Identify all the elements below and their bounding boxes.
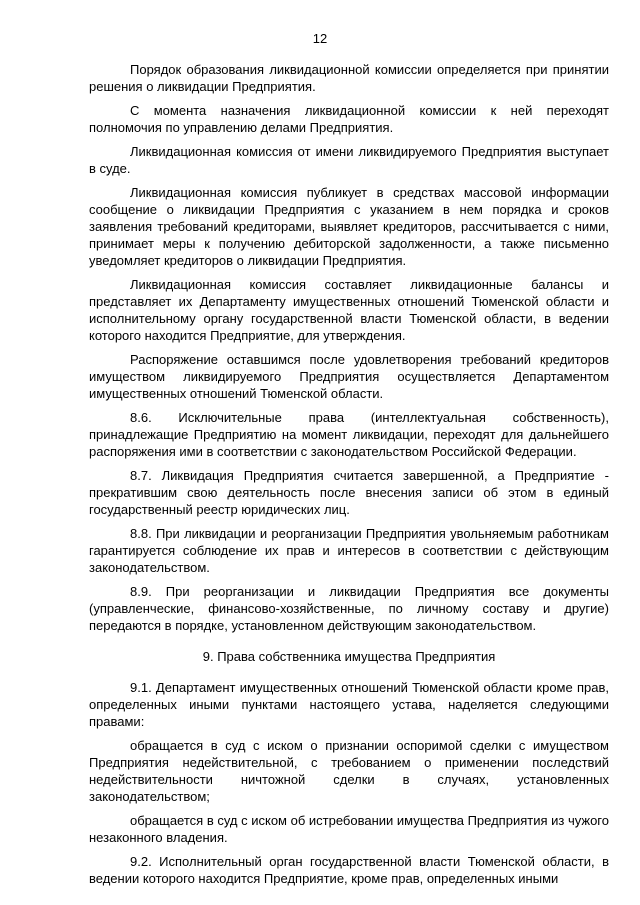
- page-number: 12: [312, 31, 328, 46]
- paragraph-8-7: 8.7. Ликвидация Предприятия считается завершенной, а Предприятие - прекратившим свою деятельность после внесения записи об этом в единый государственный реестр юридических лиц.: [89, 468, 609, 517]
- paragraph-8-8: 8.8. При ликвидации и реорганизации Предприятия увольняемым работникам гарантируется соблюдение их прав и интересов в соответствии с действующим законодательством.: [89, 526, 609, 575]
- paragraph-court-claim-transaction: обращается в суд с иском о признании оспоримой сделки с имуществом Предприятия недействительной, с требованием о применении последствий недействительности ничтожной сделки в случаях, установленных законодательством;: [89, 738, 609, 804]
- paragraph-liquidation-commission-formation: Порядок образования ликвидационной комиссии определяется при принятии решения о ликвидации Предприятия.: [89, 62, 609, 94]
- paragraph-commission-publication: Ликвидационная комиссия публикует в средствах массовой информации сообщение о ликвидации Предприятия с указанием в нем порядка и сроков заявления требований кредиторами, выявляет кредиторов, рассчитывается с ними, принимает меры к получению дебиторской задолженности, а также письменно уведомляет кредиторов о ликвидации Предприятия.: [89, 185, 609, 268]
- section-heading: 9. Права собственника имущества Предприятия: [202, 649, 496, 664]
- paragraph-remaining-property: Распоряжение оставшимся после удовлетворения требований кредиторов имуществом ликвидируемого Предприятия осуществляется Департаментом имущественных отношений Тюменской области.: [89, 352, 609, 401]
- paragraph-9-2: 9.2. Исполнительный орган государственной власти Тюменской области, в ведении которого находится Предприятие, кроме прав, определенных иными: [89, 854, 609, 886]
- paragraph-9-1: 9.1. Департамент имущественных отношений Тюменской области кроме прав, определенных иными пунктами настоящего устава, наделяется следующими правами:: [89, 680, 609, 729]
- paragraph-8-9: 8.9. При реорганизации и ликвидации Предприятия все документы (управленческие, финансово-хозяйственные, по личному составу и другие) передаются в порядке, установленном действующим законодательством.: [89, 584, 609, 633]
- paragraph-commission-in-court: Ликвидационная комиссия от имени ликвидируемого Предприятия выступает в суде.: [89, 144, 609, 176]
- document-body: [89, 61, 609, 894]
- paragraph-court-claim-reclaim: обращается в суд с иском об истребовании имущества Предприятия из чужого незаконного владения.: [89, 813, 609, 845]
- paragraph-commission-powers: С момента назначения ликвидационной комиссии к ней переходят полномочия по управлению делами Предприятия.: [89, 103, 609, 135]
- paragraph-8-6: 8.6. Исключительные права (интеллектуальная собственность), принадлежащие Предприятию на момент ликвидации, переходят для дальнейшего распоряжения ими в соответствии с законодательством Российской Федерации.: [89, 410, 609, 459]
- paragraph-liquidation-balances: Ликвидационная комиссия составляет ликвидационные балансы и представляет их Департаменту имущественных отношений Тюменской области и исполнительному органу государственной власти Тюменской области, в ведении которого находится Предприятие, для утверждения.: [89, 277, 609, 343]
